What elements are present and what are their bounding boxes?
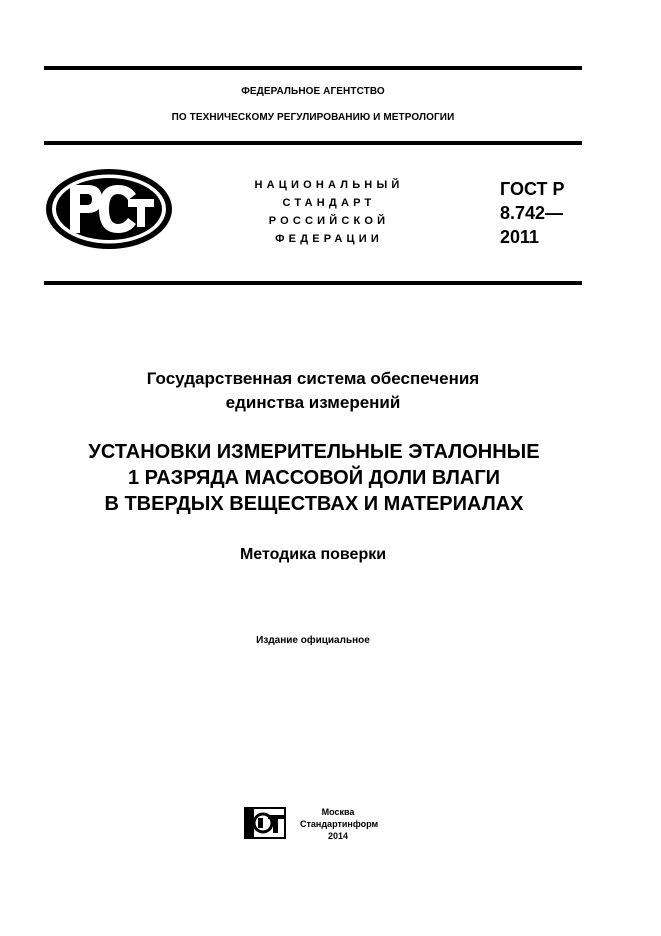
document-title-line: УСТАНОВКИ ИЗМЕРИТЕЛЬНЫЕ ЭТАЛОННЫЕ [88, 441, 540, 463]
agency-name-line-2: ПО ТЕХНИЧЕСКОМУ РЕГУЛИРОВАНИЮ И МЕТРОЛОГИИ [171, 112, 455, 123]
header-bottom-rule [44, 281, 582, 285]
document-title [20, 439, 608, 517]
system-title-line: единства измерений [225, 393, 401, 412]
document-subtitle: Методика поверки [239, 546, 387, 563]
imprint-city: Москва [321, 807, 355, 817]
imprint-publisher: Стандартинформ [300, 819, 379, 829]
national-line: НАЦИОНАЛЬНЫЙ [254, 179, 404, 191]
national-line: СТАНДАРТ [282, 197, 376, 209]
edition-note: Издание официальное [256, 635, 370, 646]
gost-line: 8.742— [500, 203, 564, 223]
national-standard-label [226, 176, 432, 248]
system-title-line: Государственная система обеспечения [146, 369, 480, 388]
top-rule [44, 66, 582, 70]
header-divider-rule [44, 141, 582, 145]
national-line: ФЕДЕРАЦИИ [275, 233, 383, 245]
gost-designation [500, 177, 565, 249]
document-title-line: 1 РАЗРЯДА МАССОВОЙ ДОЛИ ВЛАГИ [127, 467, 501, 489]
rst-certification-mark-icon [44, 167, 174, 251]
gost-line: ГОСТ Р [500, 179, 565, 199]
national-line: РОССИЙСКОЙ [268, 215, 390, 227]
standartinform-logo-icon [244, 807, 286, 839]
system-title [44, 367, 582, 415]
gost-line: 2011 [500, 227, 540, 247]
imprint [300, 806, 379, 842]
imprint-year: 2014 [327, 831, 349, 841]
document-title-line: В ТВЕРДЫХ ВЕЩЕСТВАХ И МАТЕРИАЛАХ [104, 493, 524, 515]
agency-name-line-1: ФЕДЕРАЛЬНОЕ АГЕНТСТВО [241, 86, 385, 97]
